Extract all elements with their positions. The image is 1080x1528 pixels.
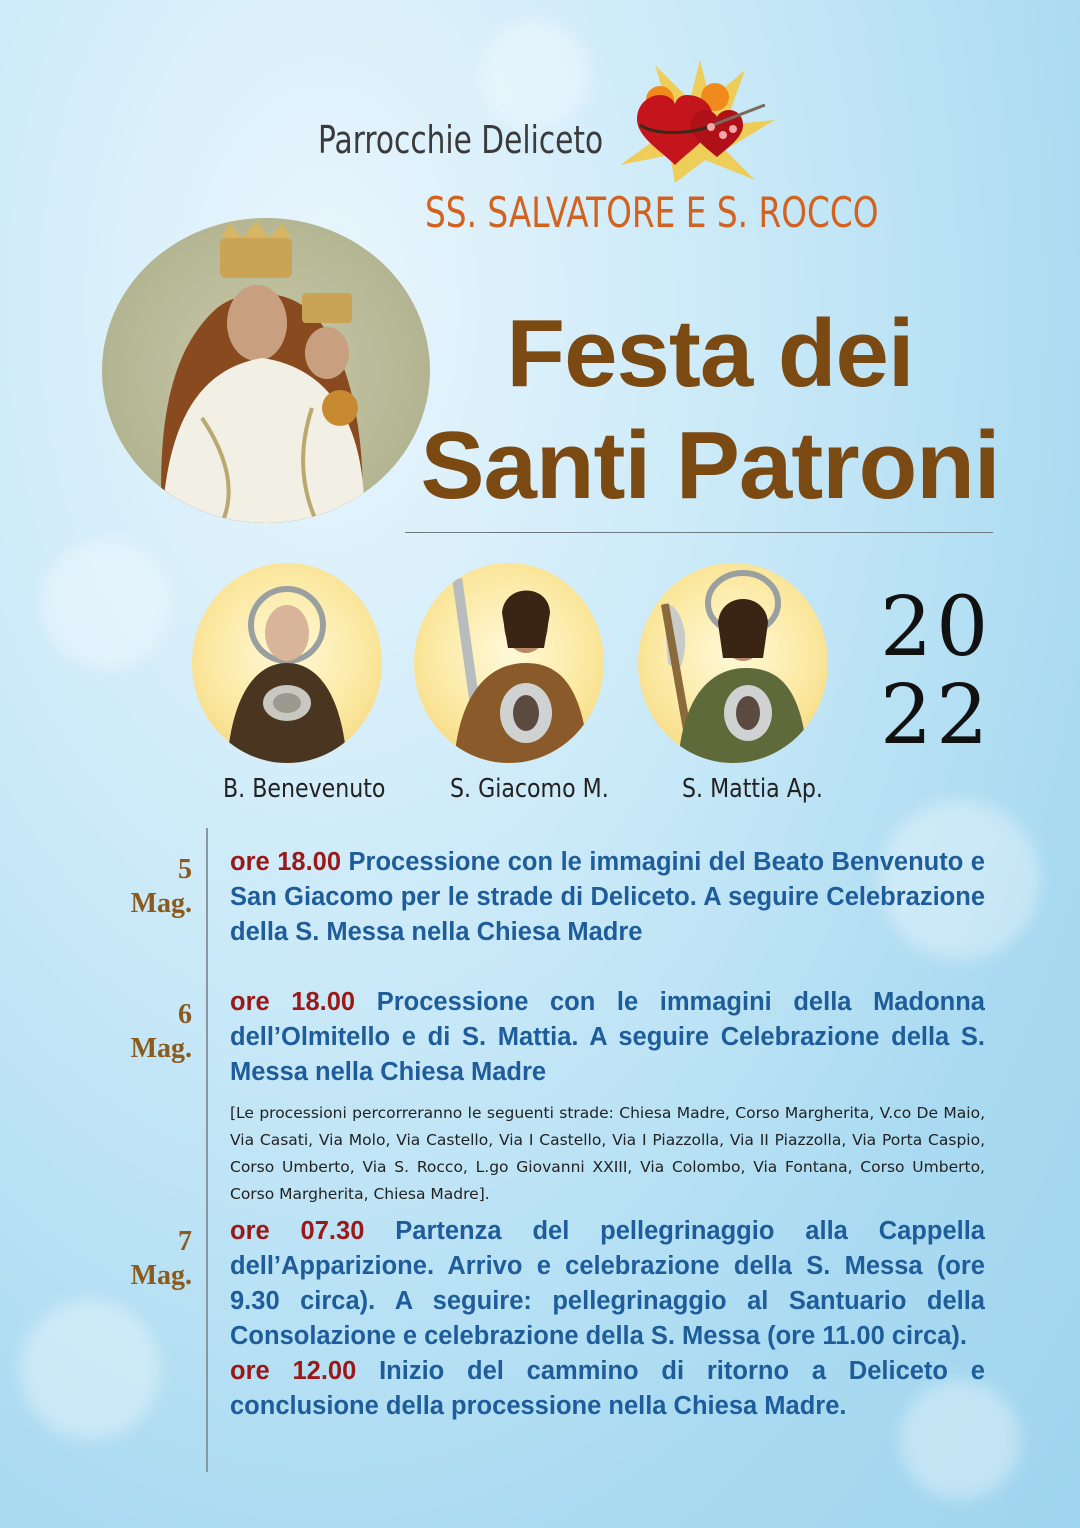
procession-route-note: [Le processioni percorreranno le seguenti strade: Chiesa Madre, Corso Margherita, V.co De Maio, Via Casati, Via Molo, Via Castello, Via I Castello, Via I Piazzolla, Via II Piazzolla, Via Porta Caspio, Corso Umberto, Via S. Rocco, L.go Giovanni XXIII, Via Colombo, Via Fontana, Corso Umberto, Corso Margherita, Chiesa Madre]. xyxy=(230,1104,985,1203)
event-description: Partenza del pellegrinaggio alla Cappella dell’Apparizione. Arrivo e celebrazione della S. Messa (ore 9.30 circa). A seguire: pellegrinaggio al Santuario della Consolazione e celebrazione della S. Messa (ore 11.00 circa). xyxy=(230,1217,985,1350)
title-line-2: Santi Patroni xyxy=(420,412,1000,519)
schedule-divider xyxy=(206,828,208,1472)
parishes-text: Parrocchie Deliceto xyxy=(318,118,604,162)
festival-title xyxy=(420,298,1000,522)
day-number: 7 xyxy=(178,1226,192,1257)
saint-label-benevenuto: B. Benevenuto xyxy=(223,774,386,804)
schedule-date xyxy=(112,1225,192,1293)
churches-text: SS. SALVATORE E S. ROCCO xyxy=(425,188,879,237)
schedule-entry xyxy=(230,1214,985,1424)
event-time: ore 18.00 xyxy=(230,848,342,876)
schedule-date xyxy=(112,853,192,921)
event-time: ore 07.30 xyxy=(230,1217,365,1245)
saint-image-benevenuto xyxy=(192,563,382,763)
saint-image-mattia xyxy=(638,563,828,763)
event-description: Processione con le immagini della Madonna dell’Olmitello e di S. Mattia. A seguire Celebrazione della S. Messa nella Chiesa Madre xyxy=(230,988,985,1086)
day-number: 5 xyxy=(178,854,192,885)
day-number: 6 xyxy=(178,999,192,1030)
year-top: 20 xyxy=(880,580,993,675)
title-divider xyxy=(405,532,993,533)
schedule-entry xyxy=(230,985,985,1090)
event-description-2: Inizio del cammino di ritorno a Deliceto e conclusione della processione nella Chiesa Madre. xyxy=(230,1357,985,1420)
year-bottom: 22 xyxy=(880,668,993,763)
event-time-2: ore 12.00 xyxy=(230,1357,357,1385)
schedule-date xyxy=(112,998,192,1066)
month-label: Mag. xyxy=(130,888,192,919)
schedule-entry xyxy=(230,845,985,950)
madonna-image xyxy=(102,218,430,523)
month-label: Mag. xyxy=(130,1033,192,1064)
saint-image-giacomo xyxy=(414,563,604,763)
event-time: ore 18.00 xyxy=(230,988,356,1016)
month-label: Mag. xyxy=(130,1260,192,1291)
sacred-hearts-logo xyxy=(615,55,780,185)
saint-label-giacomo: S. Giacomo M. xyxy=(450,774,609,804)
event-description: Processione con le immagini del Beato Benvenuto e San Giacomo per le strade di Deliceto. A seguire Celebrazione della S. Messa nella Chiesa Madre xyxy=(230,848,985,946)
saint-label-mattia: S. Mattia Ap. xyxy=(682,774,823,804)
title-line-1: Festa dei xyxy=(506,300,914,407)
